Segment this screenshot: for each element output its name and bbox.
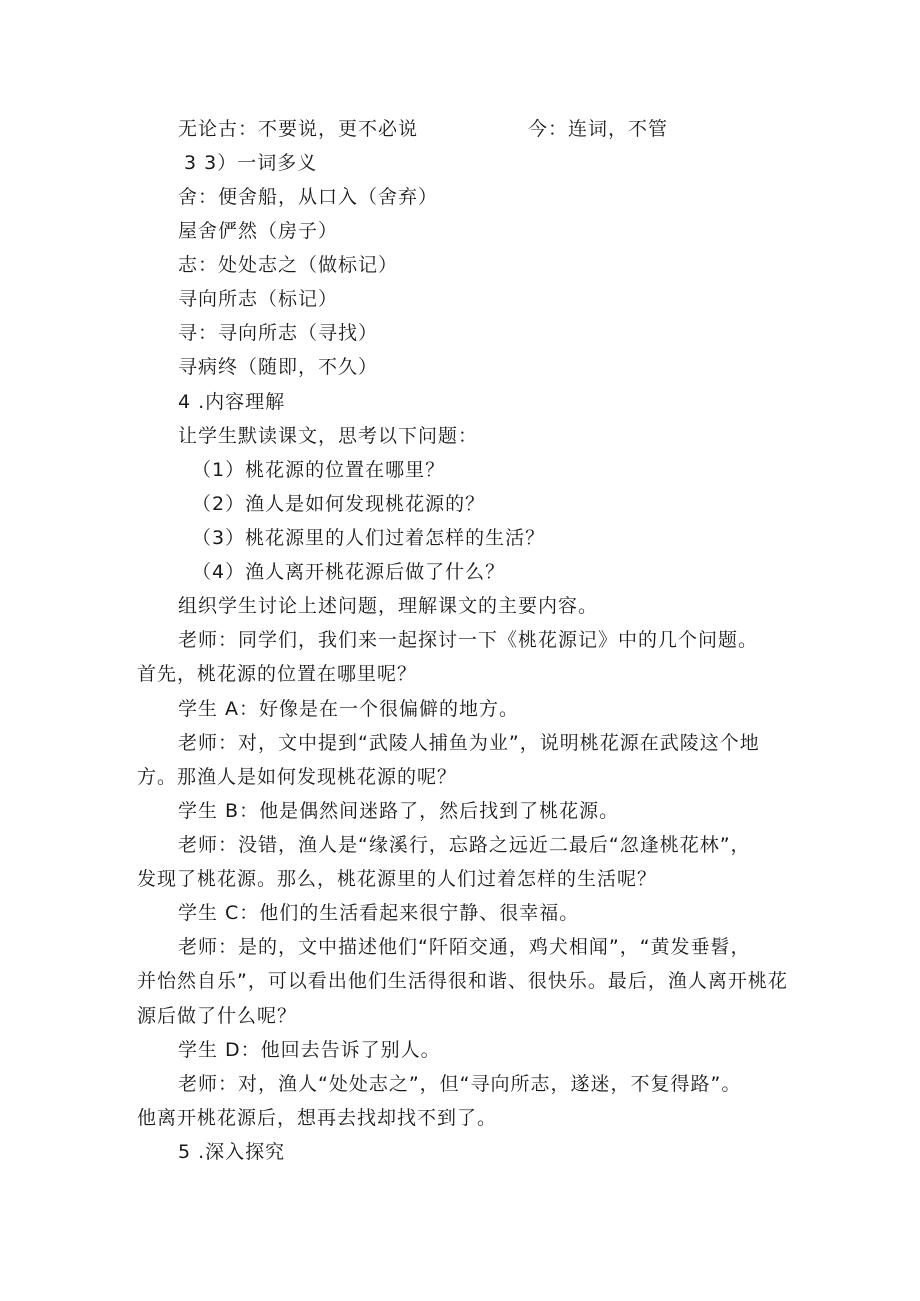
dialogue-line: 首先，桃花源的位置在哪里呢？: [137, 663, 418, 685]
dialogue-line: 学生 A：好像是在一个很偏僻的地方。: [178, 698, 520, 720]
question-item: （2）渔人是如何发现桃花源的？: [192, 493, 486, 515]
question-item: （1）桃花源的位置在哪里？: [192, 459, 446, 481]
section-heading: 4 .内容理解: [178, 391, 286, 413]
section-heading: 3 3）一词多义: [184, 152, 318, 174]
text-line: 寻病终（随即，不久）: [178, 356, 379, 378]
dialogue-line: 并怡然自乐”，可以看出他们生活得很和谐、很快乐。最后，渔人离开桃花: [137, 970, 788, 992]
text-line-tail: 今：连词，不管: [528, 118, 669, 140]
dialogue-line: 源后做了什么呢？: [137, 1005, 298, 1027]
dialogue-line: 方。那渔人是如何发现桃花源的呢？: [137, 766, 458, 788]
text-line: 舍：便舍船，从口入（舍弃）: [178, 186, 439, 208]
dialogue-line: 老师：对，渔人“处处志之”，但“寻向所志，遂迷，不复得路”。: [178, 1073, 742, 1095]
dialogue-line: 学生 D：他回去告诉了别人。: [178, 1039, 441, 1061]
question-item: （4）渔人离开桃花源后做了什么？: [192, 561, 506, 583]
dialogue-line: 老师：没错，渔人是“缘溪行，忘路之远近二最后“忽逢桃花林”，: [178, 834, 751, 856]
dialogue-line: 发现了桃花源。那么，桃花源里的人们过着怎样的生活呢？: [137, 868, 658, 890]
text-line: 志：处处志之（做标记）: [178, 254, 399, 276]
dialogue-line: 学生 C：他们的生活看起来很宁静、很幸福。: [178, 902, 580, 924]
dialogue-line: 老师：对，文中提到“武陵人捕鱼为业”，说明桃花源在武陵这个地: [178, 732, 760, 754]
text-line: 寻向所志（标记）: [178, 288, 339, 310]
dialogue-line: 他离开桃花源后，想再去找却找不到了。: [137, 1107, 498, 1129]
text-line: 无论古：不要说，更不必说: [178, 118, 419, 140]
text-line: 组织学生讨论上述问题，理解课文的主要内容。: [178, 595, 599, 617]
question-item: （3）桃花源里的人们过着怎样的生活？: [192, 527, 546, 549]
text-line: 屋舍俨然（房子）: [178, 220, 339, 242]
text-line: 让学生默读课文，思考以下问题：: [178, 425, 479, 447]
dialogue-line: 学生 B：他是偶然间迷路了，然后找到了桃花源。: [178, 800, 620, 822]
text-line: 寻：寻向所志（寻找）: [178, 322, 379, 344]
section-heading: 5 .深入探究: [178, 1141, 286, 1163]
dialogue-line: 老师：同学们，我们来一起探讨一下《桃花源记》中的几个问题。: [178, 629, 759, 651]
dialogue-line: 老师：是的，文中描述他们“阡陌交通，鸡犬相闻”，“黄发垂髫，: [178, 936, 751, 958]
